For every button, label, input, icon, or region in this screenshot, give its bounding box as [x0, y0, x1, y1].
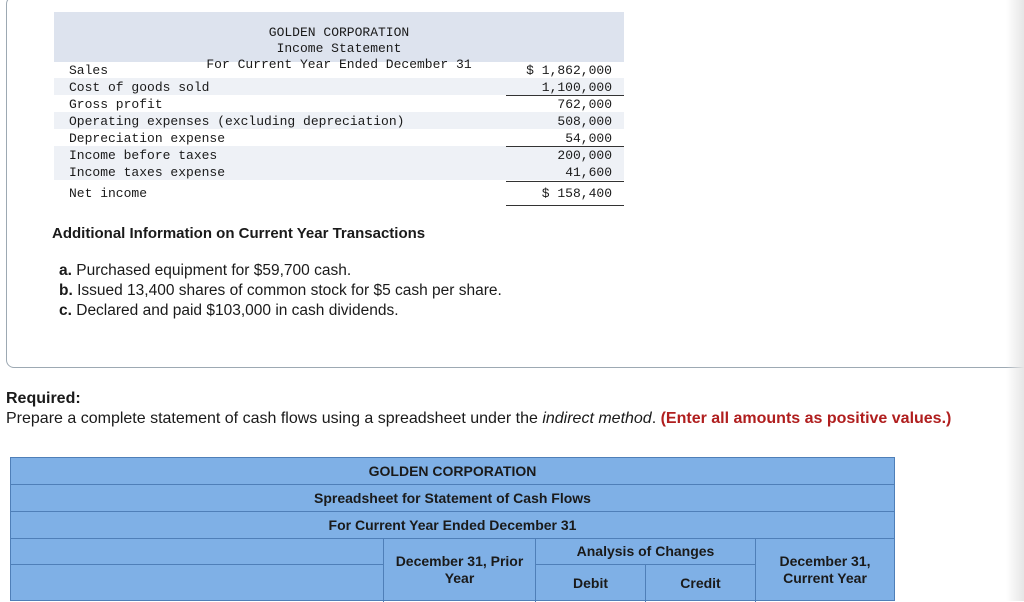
is-label-cogs: Cost of goods sold [69, 80, 210, 95]
is-amount-income-before-taxes: 200,000 [557, 148, 612, 163]
col-header-prior-year: December 31, Prior Year [395, 553, 524, 586]
sheet-title: Spreadsheet for Statement of Cash Flows [314, 490, 591, 506]
required-label: Required: [6, 390, 81, 407]
is-period: For Current Year Ended December 31 [206, 57, 472, 72]
is-amount-sales: $ 1,862,000 [526, 63, 612, 78]
is-label-depreciation: Depreciation expense [69, 131, 226, 146]
total-rule [506, 205, 624, 206]
required-instructions: Prepare a complete statement of cash flows using a spreadsheet under the indirect method. (Enter all amounts as positive values.) [6, 410, 952, 427]
is-label-opex: Operating expenses (excluding depreciation) [69, 114, 405, 129]
is-amount-taxes: 41,600 [565, 165, 612, 180]
grid-line [11, 484, 894, 485]
col-header-current-year: December 31, Current Year [779, 553, 871, 586]
col-header-credit: Credit [680, 575, 721, 591]
is-company: GOLDEN CORPORATION [268, 25, 410, 40]
is-amount-net-income: $ 158,400 [541, 186, 612, 201]
is-amount-gross-profit: 762,000 [557, 97, 612, 112]
subtotal-rule [506, 95, 624, 96]
cash-flow-spreadsheet [10, 457, 895, 601]
additional-info-item: b. Issued 13,400 shares of common stock for $5 cash per share. [59, 282, 502, 299]
additional-info-item: a. Purchased equipment for $59,700 cash. [59, 262, 352, 279]
sheet-company: GOLDEN CORPORATION [368, 463, 537, 479]
sheet-period: For Current Year Ended December 31 [328, 517, 577, 533]
additional-info-item: c. Declared and paid $103,000 in cash dividends. [59, 302, 399, 319]
positive-values-warning: (Enter all amounts as positive values.) [660, 410, 952, 427]
is-label-taxes: Income taxes expense [69, 165, 226, 180]
col-header-debit: Debit [573, 575, 608, 591]
is-amount-opex: 508,000 [557, 114, 612, 129]
grid-line [11, 564, 383, 565]
is-amount-cogs: 1,100,000 [541, 80, 612, 95]
col-header-analysis: Analysis of Changes [576, 543, 715, 559]
subtotal-rule [506, 181, 624, 182]
is-label-income-before-taxes: Income before taxes [69, 148, 218, 163]
grid-line [11, 538, 894, 539]
grid-line [11, 511, 894, 512]
is-amount-depreciation: 54,000 [565, 131, 612, 146]
subtotal-rule [506, 146, 624, 147]
is-title: Income Statement [276, 41, 402, 56]
scroll-shadow [1006, 0, 1024, 601]
additional-info-title: Additional Information on Current Year Transactions [52, 225, 426, 242]
is-label-sales: Sales [69, 63, 109, 78]
is-label-net-income: Net income [69, 186, 148, 201]
is-label-gross-profit: Gross profit [69, 97, 163, 112]
